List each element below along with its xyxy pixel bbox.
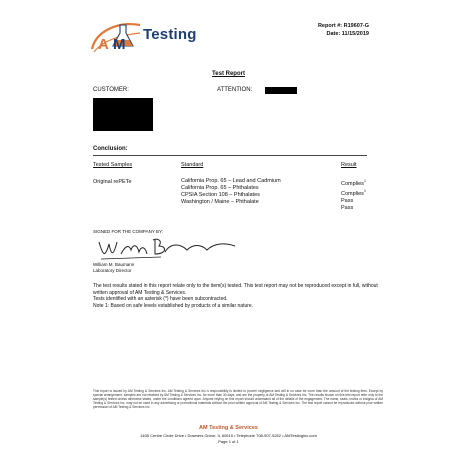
- standards-list: [181, 178, 281, 206]
- handwritten-signature: [97, 234, 239, 264]
- notes-block: [93, 283, 383, 309]
- footer-disclaimer: This report is issued by AM Testing & Services Inc. AM Testing & Services Inc.'s responsibility is limited to proven negligence and will in no case be more than the amount of the testing fees. Except by special arrangement, samples are not retained by AM Testing & Services Inc. for more than 30 days, and are the property of AM Testing & Services Inc. The results shown on this test report refer only to the sample(s) tested unless otherwise stated, under the conditions agreed upon. Anyone relying on this report should understand all of the details of the engagement. The name, seals, marks or insignia of AM Testing & Services Inc. may not be used in any advertising or promotional materials without the prior written approval of AM Testing & Services Inc. The test report cannot be reproduced without prior written permission of AM Testing & Services Inc.: [93, 389, 383, 410]
- standard-item: Washington / Maine – Phthalate: [181, 199, 259, 205]
- result-item: Complies$^1$: [341, 188, 366, 197]
- note-item: Tests identified with an asterisk (*) have been subcontracted.: [93, 296, 228, 302]
- footer-company: AM Testing & Services: [199, 425, 258, 431]
- svg-text:M: M: [113, 36, 126, 53]
- signatory-role: Laboratory Director: [93, 268, 132, 273]
- page-title: Test Report: [212, 71, 245, 77]
- standard-item: California Prop. 65 – Lead and Cadmium: [181, 178, 281, 184]
- col-header-standard: Standard: [181, 162, 204, 168]
- standard-item: CPSIA Section 108 – Phthalates: [181, 192, 260, 198]
- attention-redaction: [265, 87, 297, 94]
- note-item: The test results stated in this report relate only to the item(s) tested. This test report may not be reproduced except in full, without written approval of AM Testing & Services.: [93, 283, 378, 296]
- conclusion-label: Conclusion:: [93, 146, 128, 152]
- signature-caption: SIGNED FOR THE COMPANY BY:: [93, 229, 164, 234]
- result-item: Pass: [341, 197, 354, 204]
- page-number: Page 1 of 1: [218, 439, 239, 444]
- footer-address: 1405 Centre Circle Drive • Downers Grove, IL 60515 • Telephone 708-907-5252 • AMTestinginc.com: [140, 433, 317, 438]
- note-item: Note 1: Based on safe levels established by products of a similar nature.: [93, 302, 254, 309]
- results-list: [341, 178, 366, 212]
- logo-text: Testing: [143, 26, 197, 43]
- report-date: Date: 11/15/2019: [326, 30, 369, 37]
- customer-redaction: [93, 98, 153, 131]
- result-footnote-mark: 1: [363, 188, 366, 193]
- attention-label: ATTENTION:: [217, 87, 253, 93]
- col-header-result: Result: [341, 162, 357, 168]
- report-number: Report #: R19607-G: [317, 23, 369, 29]
- standard-item: California Prop. 65 – Phthalates: [181, 185, 259, 191]
- result-item: Pass: [341, 204, 354, 211]
- conclusion-divider: [93, 155, 367, 156]
- col-header-samples: Tested Samples: [93, 162, 133, 168]
- signatory: [93, 262, 134, 274]
- signatory-name: William M. Baumann: [93, 262, 135, 267]
- result-item: Complies$^1$: [341, 179, 366, 187]
- svg-text:A: A: [98, 36, 109, 53]
- report-meta: [318, 23, 369, 38]
- tested-sample: Original rePETe: [93, 179, 132, 185]
- result-footnote-mark: 1: [363, 179, 366, 183]
- customer-label: CUSTOMER:: [93, 87, 129, 93]
